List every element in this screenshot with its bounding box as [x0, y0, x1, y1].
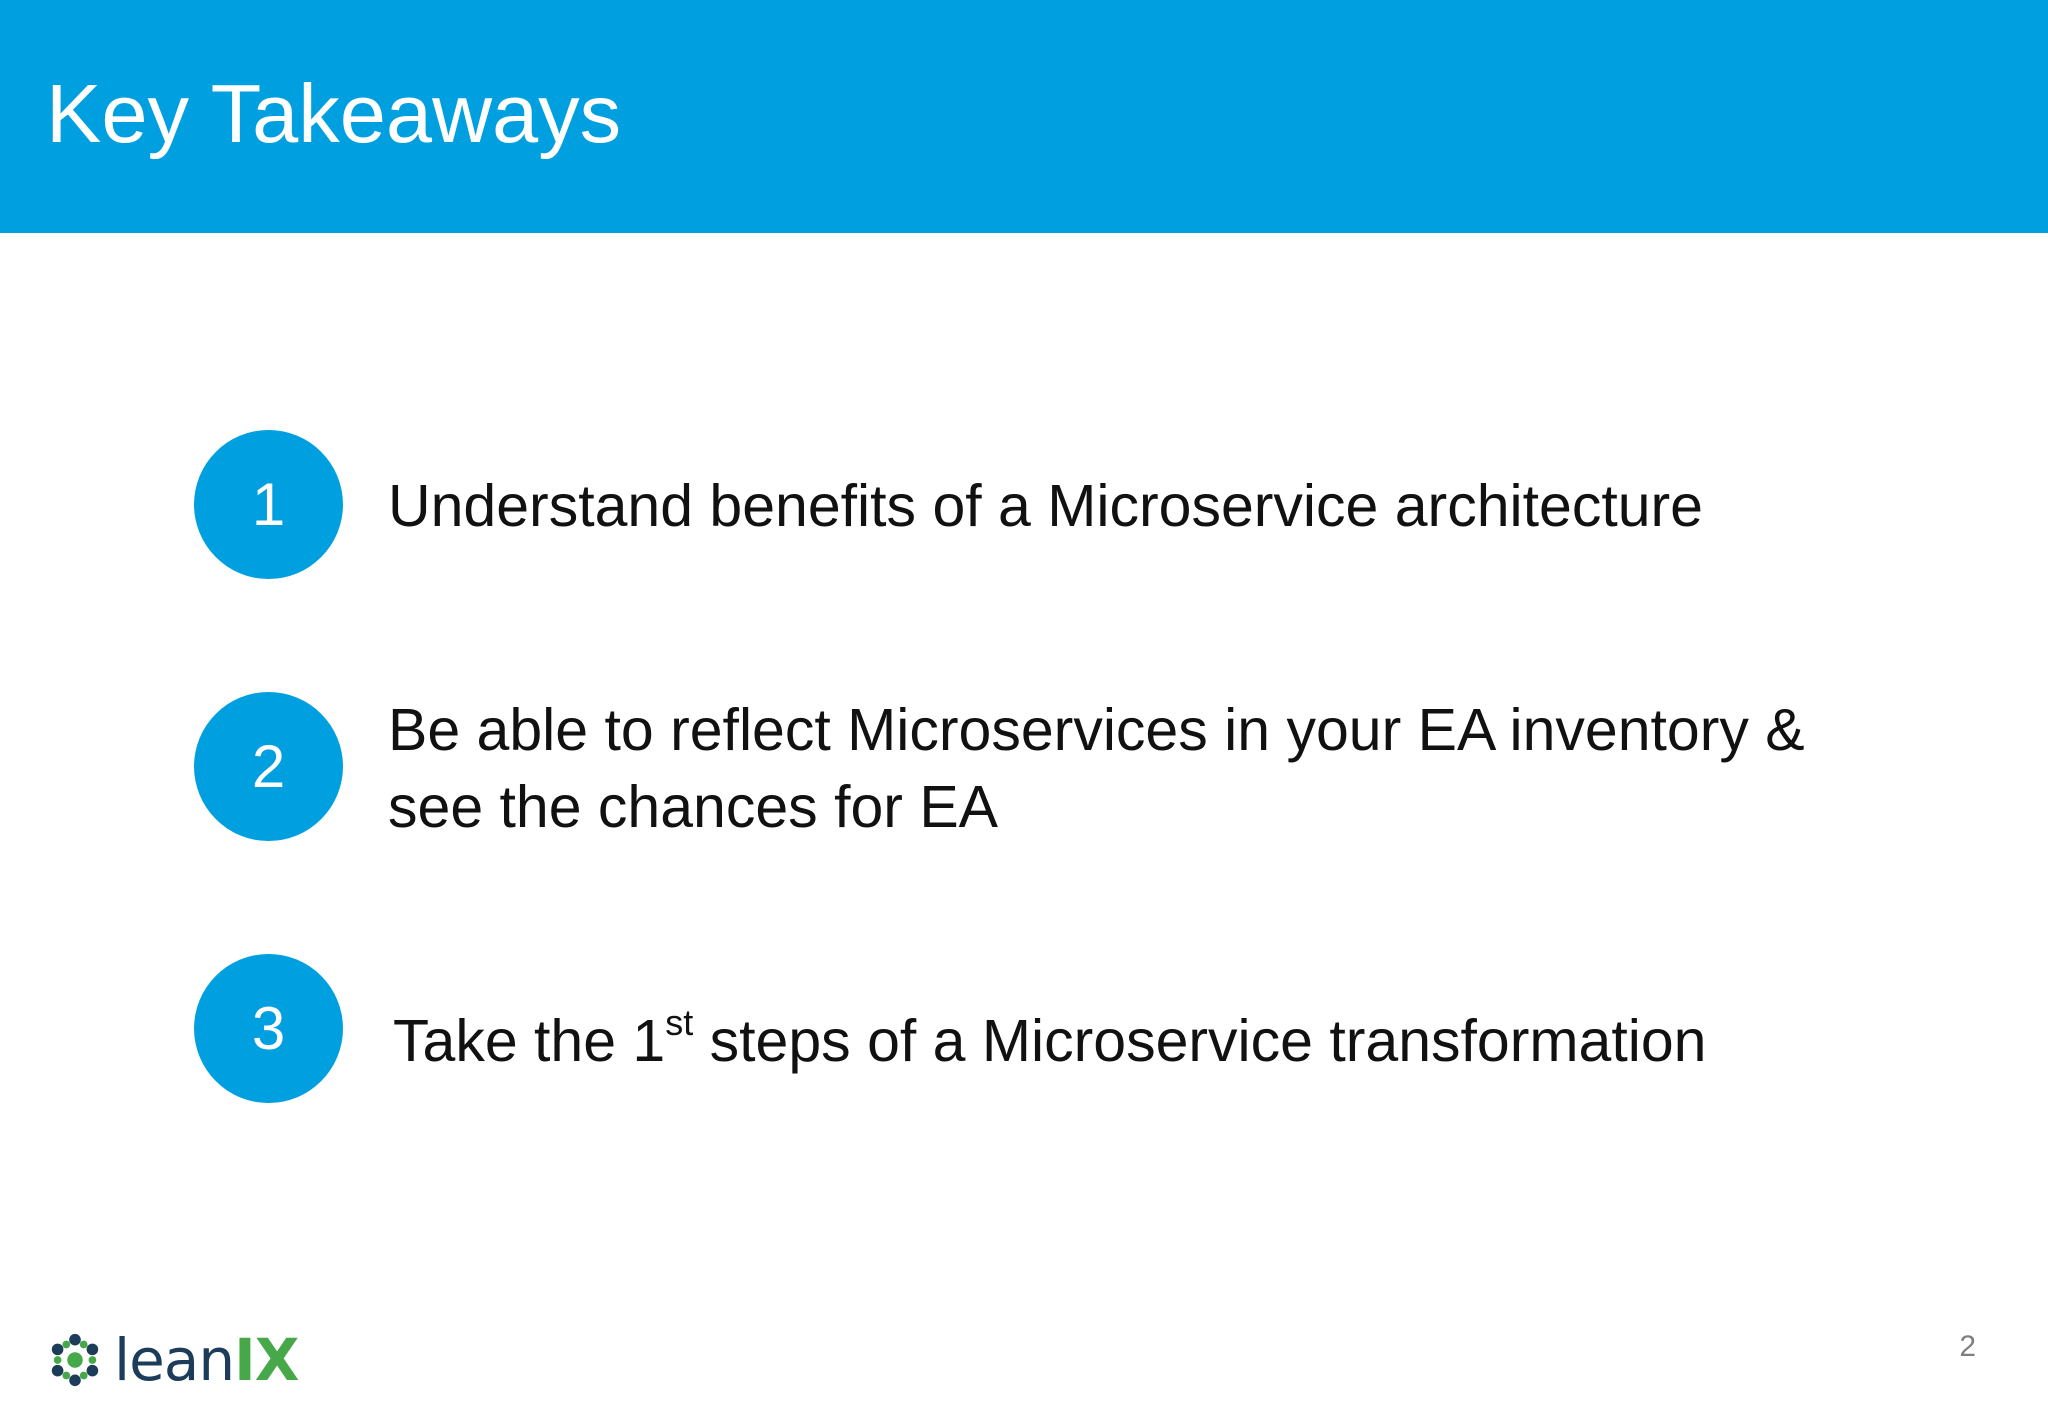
takeaway-text [388, 692, 1805, 846]
slide-title: Key Takeaways [46, 67, 622, 160]
page-number: 2 [1959, 1330, 1976, 1363]
leanix-logo [46, 1326, 299, 1394]
takeaway-text-start: Take the 1 [393, 1008, 666, 1074]
item-number-badge: 3 [194, 954, 343, 1103]
takeaway-text-end: steps of a Microservice transformation [693, 1008, 1707, 1074]
takeaway-text-line: see the chances for EA [388, 774, 999, 840]
takeaway-text [393, 1003, 1706, 1080]
header-bar [0, 0, 2048, 233]
takeaway-text-line: Be able to reflect Microservices in your EA inventory & [388, 697, 1805, 763]
leanix-logo-wordmark: lean IX [114, 1326, 299, 1394]
takeaway-text: Understand benefits of a Microservice architecture [388, 473, 1703, 539]
ordinal-superscript: st [665, 1002, 694, 1043]
item-number-badge: 2 [194, 692, 343, 841]
item-number-badge: 1 [194, 430, 343, 579]
leanix-logo-mark-icon [46, 1331, 104, 1389]
